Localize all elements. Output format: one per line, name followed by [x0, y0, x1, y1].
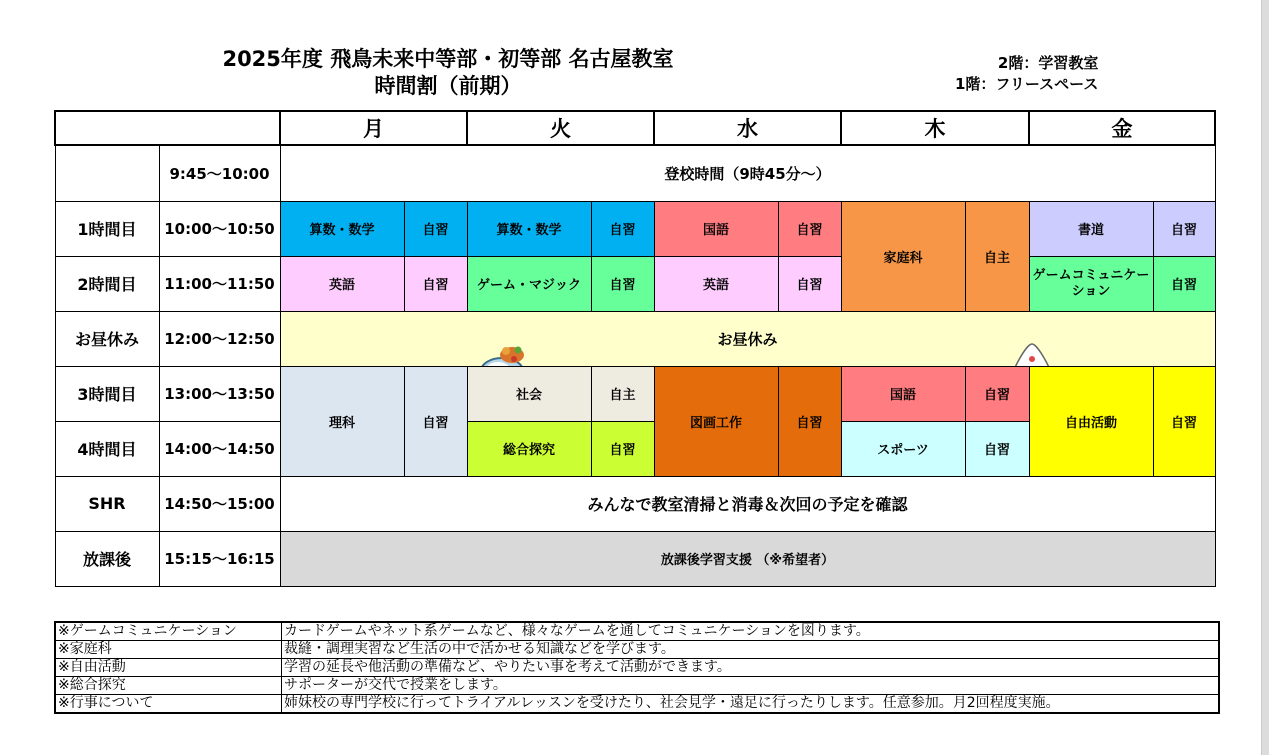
note-key: ※総合探究 [55, 677, 282, 695]
period2-label: 2時間目 [55, 256, 159, 311]
arrival-time: 9:45～10:00 [159, 145, 280, 201]
wed-p34-subject: 図画工作 [654, 366, 778, 476]
period3-row [55, 366, 1215, 421]
shr-row [55, 476, 1215, 531]
title-line2: 時間割（前期） [374, 74, 522, 98]
fri-p1-study: 自習 [1153, 201, 1215, 256]
thu-p3-study: 自習 [965, 366, 1029, 421]
day-header-mon: 月 [280, 111, 467, 145]
lunch-time: 12:00～12:50 [159, 311, 280, 366]
after-school-label: 放課後 [55, 531, 159, 586]
period2-row [55, 256, 1215, 311]
mon-p2-study: 自習 [404, 256, 467, 311]
tue-p2-subject: ゲーム・マジック [467, 256, 591, 311]
after-school-text: 放課後学習支援 （※希望者） [280, 531, 1215, 586]
period4-label: 4時間目 [55, 421, 159, 476]
day-header-row [55, 111, 1215, 145]
arrival-label [55, 145, 159, 201]
tue-p4-study: 自習 [591, 421, 654, 476]
arrival-row [55, 145, 1215, 201]
title-line1: 2025年度 飛鳥未来中等部・初等部 名古屋教室 [222, 47, 674, 71]
period1-row [55, 201, 1215, 256]
thu-p4-study: 自習 [965, 421, 1029, 476]
note-key: ※行事について [55, 695, 282, 714]
thu-p12-subject: 家庭科 [841, 201, 965, 311]
day-header-tue: 火 [467, 111, 654, 145]
fri-p2-study: 自習 [1153, 256, 1215, 311]
tue-p1-study: 自習 [591, 201, 654, 256]
tue-p1-subject: 算数・数学 [467, 201, 591, 256]
period2-time: 11:00～11:50 [159, 256, 280, 311]
thu-p12-study: 自主 [965, 201, 1029, 311]
note-key: ※自由活動 [55, 659, 282, 677]
note-key: ※ゲームコミュニケーション [55, 622, 282, 641]
mon-p2-subject: 英語 [280, 256, 404, 311]
timetable [54, 110, 1216, 587]
mon-p34-subject: 理科 [280, 366, 404, 476]
shr-text: みんなで教室清掃と消毒＆次回の予定を確認 [280, 476, 1215, 531]
fri-p1-subject: 書道 [1029, 201, 1153, 256]
note-value: 姉妹校の専門学校に行ってトライアルレッスンを受けたり、社会見学・遠足に行ったりします。任意参加。月2回程度実施。 [282, 695, 1219, 714]
note-key: ※家庭科 [55, 641, 282, 659]
lunch-row [55, 311, 1215, 366]
arrival-text: 登校時間（9時45分～） [280, 145, 1215, 201]
note-row [55, 641, 1219, 659]
shr-label: SHR [55, 476, 159, 531]
fri-p2-subject: ゲームコミュニケーション [1029, 256, 1153, 311]
note-value: サポーターが交代で授業をします。 [282, 677, 1219, 695]
note-row [55, 622, 1219, 641]
wed-p1-subject: 国語 [654, 201, 778, 256]
note-value: 学習の延長や他活動の準備など、やりたい事を考えて活動ができます。 [282, 659, 1219, 677]
floor-info [955, 53, 1098, 95]
shr-time: 14:50～15:00 [159, 476, 280, 531]
lunch-text: お昼休み [717, 330, 778, 348]
after-school-time: 15:15～16:15 [159, 531, 280, 586]
day-header-wed: 水 [654, 111, 841, 145]
thu-p4-subject: スポーツ [841, 421, 965, 476]
tue-p3-subject: 社会 [467, 366, 591, 421]
lunch-cell [280, 311, 1215, 366]
wed-p34-study: 自習 [778, 366, 841, 476]
tue-p3-study: 自主 [591, 366, 654, 421]
day-header-fri: 金 [1029, 111, 1215, 145]
tue-p4-subject: 総合探究 [467, 421, 591, 476]
floor1-label: 1階：フリースペース [955, 75, 1099, 93]
corner-cell [55, 111, 280, 145]
period1-label: 1時間目 [55, 201, 159, 256]
day-header-thu: 木 [841, 111, 1029, 145]
period3-label: 3時間目 [55, 366, 159, 421]
period4-time: 14:00～14:50 [159, 421, 280, 476]
note-value: カードゲームやネット系ゲームなど、様々なゲームを通してコミュニケーションを図ります。 [282, 622, 1219, 641]
period1-time: 10:00～10:50 [159, 201, 280, 256]
fri-p34-study: 自習 [1153, 366, 1215, 476]
onigiri-icon [1007, 341, 1057, 367]
floor2-label: 2階：学習教室 [997, 54, 1099, 72]
page-title [0, 46, 896, 100]
mon-p34-study: 自習 [404, 366, 467, 476]
mon-p1-study: 自習 [404, 201, 467, 256]
window-edge [1261, 0, 1269, 755]
lunch-label: お昼休み [55, 311, 159, 366]
tue-p2-study: 自習 [591, 256, 654, 311]
note-row [55, 695, 1219, 714]
note-row [55, 659, 1219, 677]
note-row [55, 677, 1219, 695]
fri-p34-subject: 自由活動 [1029, 366, 1153, 476]
wed-p2-study: 自習 [778, 256, 841, 311]
notes-table [54, 621, 1220, 714]
period3-time: 13:00～13:50 [159, 366, 280, 421]
thu-p3-subject: 国語 [841, 366, 965, 421]
mon-p1-subject: 算数・数学 [280, 201, 404, 256]
wed-p1-study: 自習 [778, 201, 841, 256]
wed-p2-subject: 英語 [654, 256, 778, 311]
note-value: 裁縫・調理実習など生活の中で活かせる知識などを学びます。 [282, 641, 1219, 659]
after-school-row [55, 531, 1215, 586]
